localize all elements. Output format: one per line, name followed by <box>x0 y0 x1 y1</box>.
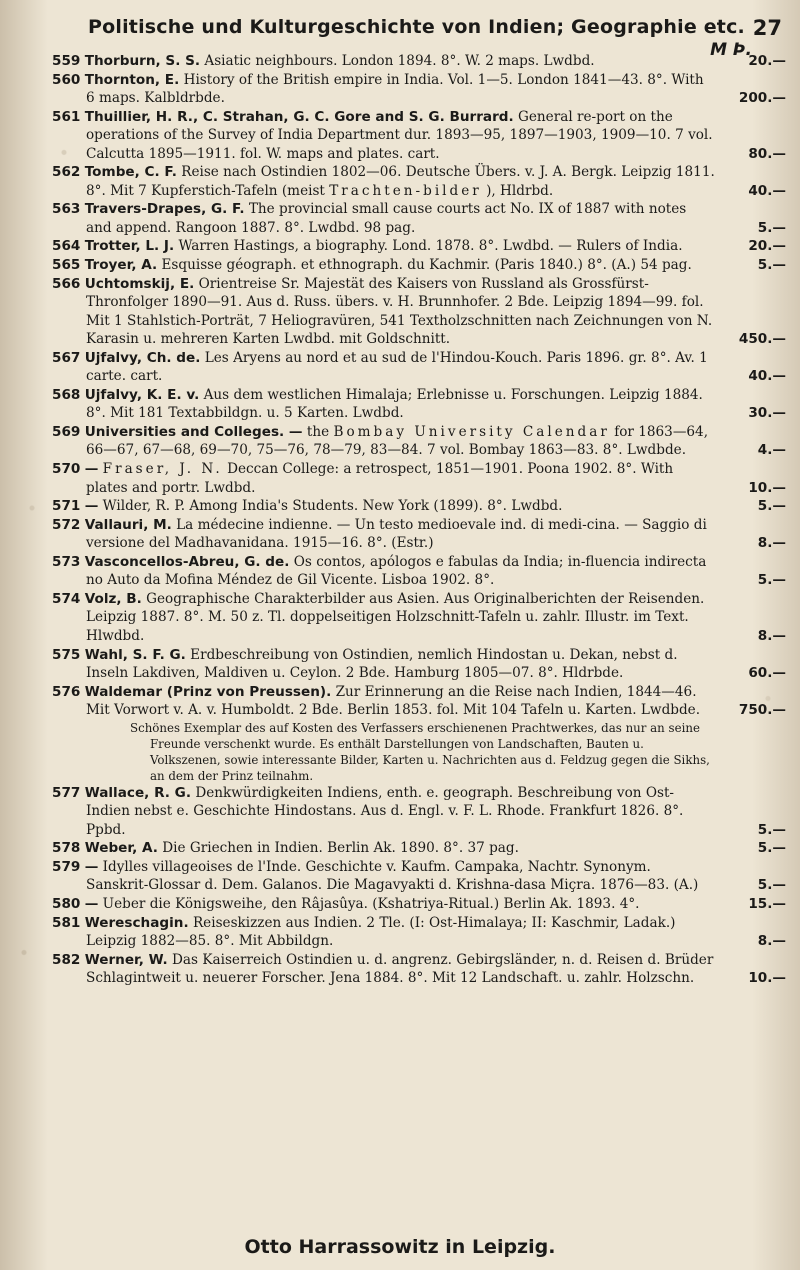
entry-price: 10.— <box>748 479 786 496</box>
entry-text: General re-port on the operations of the Survey of India Department dur. 1893—95, 1897—1903, 1909—10. 7 vol. Calcutta 1895—1911. fol. W. maps and plates. cart. <box>86 108 713 162</box>
entry-text: Die Griechen in Indien. Berlin Ak. 1890. 8°. 37 pag. <box>162 840 519 857</box>
entry-author: Wallace, R. G. <box>84 784 192 801</box>
entry-author: Vallauri, M. <box>84 516 172 533</box>
catalog-entry <box>40 683 790 720</box>
publisher-footer: Otto Harrassowitz in Leipzig. <box>244 1236 556 1258</box>
entry-author: Troyer, A. <box>84 257 158 274</box>
catalog-entries <box>40 52 790 988</box>
entry-number: 567 <box>52 349 81 366</box>
catalog-entry <box>40 460 790 497</box>
entry-price: 450.— <box>738 331 786 348</box>
entry-number: 565 <box>52 257 81 274</box>
entry-price: 40.— <box>748 182 786 199</box>
entry-number: 579 <box>52 858 81 875</box>
entry-text: Reiseskizzen aus Indien. 2 Tle. (I: Ost-Himalaya; II: Kaschmir, Ladak.) Leipzig 1882—85. 8°. Mit Abbildgn. <box>86 914 676 950</box>
catalog-entry <box>40 423 790 460</box>
entry-text: Aus dem westlichen Himalaja; Erlebnisse u. Forschungen. Leipzig 1884. 8°. Mit 181 Textabbildgn. u. 5 Karten. Lwdbd. <box>86 386 703 422</box>
entry-number: 566 <box>52 275 81 292</box>
entry-spaced-text: Trachten-bilder <box>329 182 482 199</box>
entry-price: 10.— <box>748 970 786 987</box>
entry-number: 573 <box>52 553 81 570</box>
catalog-entry <box>40 52 790 71</box>
entry-author: Thorburn, S. S. <box>84 53 201 69</box>
handwritten-mark: M Þ. <box>710 40 752 60</box>
entry-author: Volz, B. <box>84 590 142 607</box>
entry-text-continued: ), Hldrbd. <box>486 182 554 199</box>
entry-author: — <box>84 461 99 478</box>
catalog-entry <box>40 71 790 108</box>
entry-price: 5.— <box>757 877 786 894</box>
entry-price: 80.— <box>748 145 786 162</box>
entry-price: 30.— <box>748 405 786 422</box>
entry-author: Universities and Colleges. — <box>84 423 303 440</box>
catalog-entry <box>40 275 790 349</box>
entry-text: History of the British empire in India. Vol. 1—5. London 1841—43. 8°. With 6 maps. Kalbldrbde. <box>86 71 704 107</box>
entry-text: Esquisse géograph. et ethnograph. du Kachmir. (Paris 1840.) 8°. (A.) 54 pag. <box>161 257 692 274</box>
entry-text: Idylles villageoises de l'Inde. Geschichte v. Kaufm. Campaka, Nachtr. Synonym. Sanskrit-Glossar d. Dem. Galanos. Die Magavyakti d. Krishna-dasa Miçra. 1876—83. (A.) <box>86 858 699 894</box>
entry-number: 581 <box>52 914 81 931</box>
catalog-entry <box>40 784 790 840</box>
entry-note: Schönes Exemplar des auf Kosten des Verfassers erschienenen Prachtwerkes, das nur an seine Freunde verschenkt wurde. Es enthält Darstellungen von Landschaften, Bauten u. Volkszenen, sowie interessante Bilder, Karten u. Nachrichten aus d. Feldzug gegen die Sikhs, an dem der Prinz teilnahm. <box>130 720 710 783</box>
entry-number: 568 <box>52 386 81 403</box>
entry-author: Wahl, S. F. G. <box>84 646 186 663</box>
catalog-entry <box>40 163 790 200</box>
entry-number: 582 <box>52 951 81 968</box>
catalog-entry <box>40 256 790 275</box>
entry-number: 562 <box>52 164 81 181</box>
catalog-entry <box>40 349 790 386</box>
entry-price: 5.— <box>757 821 786 838</box>
entry-text: Denkwürdigkeiten Indiens, enth. e. geograph. Beschreibung von Ost-Indien nebst e. Geschichte Hindostans. Aus d. Engl. v. F. L. Rhode. Frankfurt 1826. 8°. Ppbd. <box>86 784 684 838</box>
entry-author: Waldemar (Prinz von Preussen). <box>84 683 332 700</box>
page-number: 27 <box>752 16 782 40</box>
entry-author: Travers-Drapes, G. F. <box>84 201 245 218</box>
catalog-entry <box>40 200 790 237</box>
entry-text: Ueber die Königsweihe, den Râjasûya. (Kshatriya-Ritual.) Berlin Ak. 1893. 4°. <box>102 895 640 912</box>
entry-text: La médecine indienne. — Un testo medioevale ind. di medi-cina. — Saggio di versione del Madhavanidana. 1915—16. 8°. (Estr.) <box>86 516 707 552</box>
entry-price: 8.— <box>757 627 786 644</box>
entry-price: 15.— <box>748 895 786 912</box>
entry-number: 561 <box>52 108 81 125</box>
entry-number: 572 <box>52 516 81 533</box>
entry-number: 578 <box>52 840 81 857</box>
entry-author: Werner, W. <box>84 951 168 968</box>
entry-price: 20.— <box>748 53 786 69</box>
catalog-entry <box>40 237 790 256</box>
entry-author: Thornton, E. <box>84 71 180 88</box>
catalog-entry <box>40 590 790 646</box>
entry-text: Warren Hastings, a biography. Lond. 1878. 8°. Lwdbd. — Rulers of India. <box>178 238 683 255</box>
entry-text: Wilder, R. P. Among India's Students. New York (1899). 8°. Lwdbd. <box>102 498 563 515</box>
entry-number: 564 <box>52 238 81 255</box>
entry-spaced-text: Bombay University Calendar <box>333 423 610 440</box>
entry-price: 200.— <box>738 90 786 107</box>
entry-number: 563 <box>52 201 81 218</box>
entry-price: 60.— <box>748 665 786 682</box>
entry-author: — <box>84 858 99 875</box>
entry-text: Orientreise Sr. Majestät des Kaisers von Russland als Grossfürst-Thronfolger 1890—91. Aus d. Russ. übers. v. H. Brunnhofer. 2 Bde. Leipzig 1894—99. fol. Mit 1 Stahlstich-Porträt, 7 Heliogravüren, 541 Textholzschnitten nach Zeichnungen von N. Karasin u. mehreren Karten Lwdbd. mit Goldschnitt. <box>86 275 713 348</box>
entry-text: Asiatic neighbours. London 1894. 8°. W. 2 maps. Lwdbd. <box>204 53 595 69</box>
entry-price: 750.— <box>738 702 786 719</box>
entry-number: 570 <box>52 461 81 478</box>
catalog-entry <box>40 858 790 895</box>
entry-author: Tombe, C. F. <box>84 164 177 181</box>
entry-price: 8.— <box>757 535 786 552</box>
entry-author: — <box>84 498 99 515</box>
entry-price: 20.— <box>748 238 786 255</box>
catalog-entry <box>40 497 790 516</box>
catalog-entry <box>40 951 790 988</box>
entry-author: Uchtomskij, E. <box>84 275 195 292</box>
entry-number: 574 <box>52 590 81 607</box>
entry-author: Trotter, L. J. <box>84 238 175 255</box>
entry-text: Os contos, apólogos e fabulas da India; in-fluencia indirecta no Auto da Mofina Méndez de Gil Vicente. Lisboa 1902. 8°. <box>86 553 707 589</box>
entry-number: 569 <box>52 423 81 440</box>
entry-number: 575 <box>52 646 81 663</box>
entry-author: Weber, A. <box>84 840 158 857</box>
entry-number: 571 <box>52 498 81 515</box>
entry-author: Ujfalvy, K. E. v. <box>84 386 200 403</box>
catalog-entry <box>40 646 790 683</box>
catalog-entry <box>40 839 790 858</box>
entry-spaced-text: Fraser, J. N. <box>102 461 223 478</box>
entry-number: 577 <box>52 784 81 801</box>
entry-author: Wereschagin. <box>84 914 189 931</box>
entry-text: Das Kaiserreich Ostindien u. d. angrenz. Gebirgsländer, n. d. Reisen d. Brüder Schlagintweit u. neuerer Forscher. Jena 1884. 8°. Mit 12 Landschaft. u. zahlr. Holzschn. <box>86 951 714 987</box>
entry-text: Zur Erinnerung an die Reise nach Indien, 1844—46. Mit Vorwort v. A. v. Humboldt. 2 Bde. Berlin 1853. fol. Mit 104 Tafeln u. Karten. Lwdbde. <box>86 683 701 719</box>
entry-text-continued: for 1863—64, 66—67, 67—68, 69—70, 75—76, 78—79, 83—84. 7 vol. Bombay 1863—83. 8°. Lwdbde. <box>86 423 709 459</box>
entry-author: Thuillier, H. R., C. Strahan, G. C. Gore and S. G. Burrard. <box>84 108 514 125</box>
entry-number: 560 <box>52 71 81 88</box>
entry-author: Ujfalvy, Ch. de. <box>84 349 201 366</box>
entry-author: — <box>84 895 99 912</box>
catalog-entry <box>40 516 790 553</box>
entry-author: Vasconcellos-Abreu, G. de. <box>84 553 290 570</box>
entry-text: Reise nach Ostindien 1802—06. Deutsche Übers. v. J. A. Bergk. Leipzig 1811. 8°. Mit 7 Kupferstich-Tafeln (meist <box>86 164 715 199</box>
entry-price: 4.— <box>757 442 786 459</box>
entry-text: The provincial small cause courts act No. IX of 1887 with notes and append. Rangoon 1887. 8°. Lwdbd. 98 pag. <box>86 201 687 236</box>
catalog-entry <box>40 895 790 914</box>
entry-price: 40.— <box>748 368 786 385</box>
entry-price: 5.— <box>757 840 786 857</box>
entry-price: 5.— <box>757 498 786 515</box>
catalog-entry <box>40 386 790 423</box>
entry-text: Geographische Charakterbilder aus Asien. Aus Originalberichten der Reisenden. Leipzig 1887. 8°. M. 50 z. Tl. doppelseitigen Holzschnitt-Tafeln u. zahlr. Illustr. im Text. Hlwdbd. <box>86 590 705 644</box>
entry-text: Erdbeschreibung von Ostindien, nemlich Hindostan u. Dekan, nebst d. Inseln Lakdiven, Maldiven u. Ceylon. 2 Bde. Hamburg 1805—07. 8°. Hldrbde. <box>86 646 678 682</box>
entry-text: the <box>306 423 330 440</box>
catalog-entry <box>40 914 790 951</box>
entry-price: 8.— <box>757 933 786 950</box>
catalog-entry <box>40 553 790 590</box>
entry-price: 5.— <box>757 572 786 589</box>
entry-text-continued: Deccan College: a retrospect, 1851—1901. Poona 1902. 8°. With plates and portr. Lwdbd. <box>86 461 674 496</box>
entry-number: 576 <box>52 683 81 700</box>
entry-price: 5.— <box>757 219 786 236</box>
entry-number: 580 <box>52 895 81 912</box>
catalog-entry <box>40 108 790 164</box>
entry-price: 5.— <box>757 257 786 274</box>
entry-text: Les Aryens au nord et au sud de l'Hindou-Kouch. Paris 1896. gr. 8°. Av. 1 carte. cart. <box>86 349 708 385</box>
page-title: Politische und Kulturgeschichte von Indien; Geographie etc. <box>88 16 745 38</box>
entry-number: 559 <box>52 53 81 69</box>
